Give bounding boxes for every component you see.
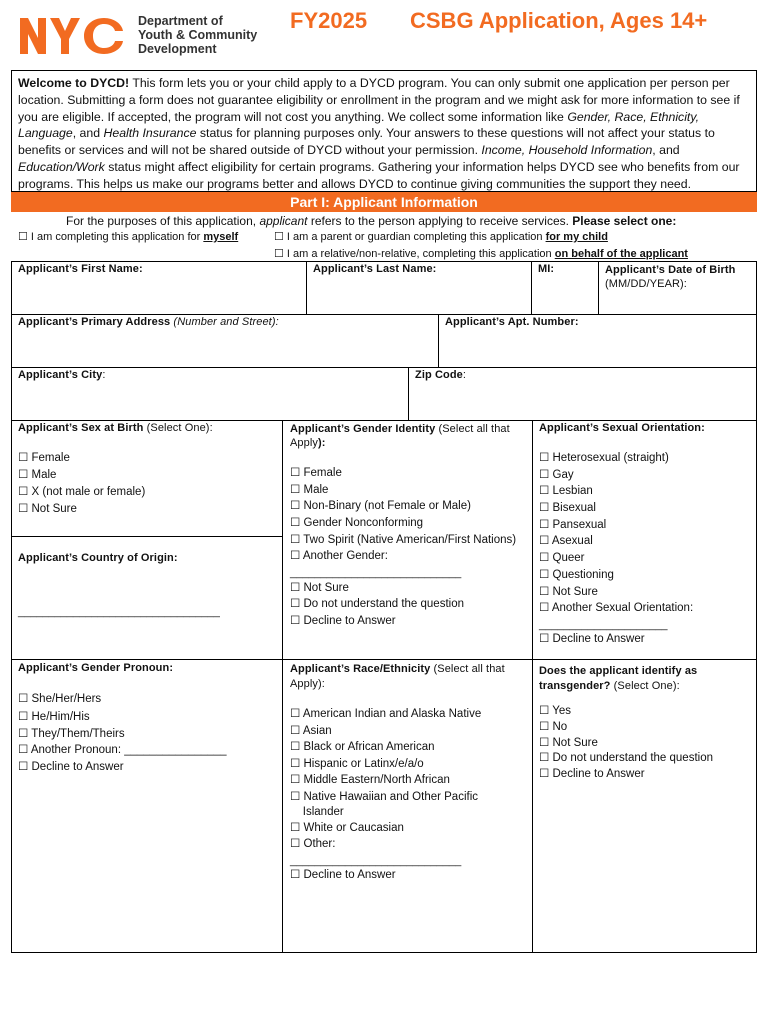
orientation-option-queer[interactable]: ☐ Queer <box>539 552 585 564</box>
gender-identity-label: Applicant’s Gender Identity (Select all that Apply): <box>290 423 510 449</box>
gender-option-decline[interactable]: ☐ Decline to Answer <box>290 615 396 627</box>
sex-option-female[interactable]: ☐ Female <box>18 452 70 464</box>
sex-at-birth-label: Applicant’s Sex at Birth (Select One): <box>18 422 213 434</box>
transgender-option-no[interactable]: ☐ No <box>539 721 568 733</box>
option-for-child-checkbox[interactable]: ☐ I am a parent or guardian completing this application for my child <box>274 231 608 243</box>
page-title: CSBG Application, Ages 14+ <box>410 8 708 33</box>
zip-label: Zip Code: <box>415 369 467 381</box>
orientation-option-gay[interactable]: ☐ Gay <box>539 469 574 481</box>
orientation-option-pansexual[interactable]: ☐ Pansexual <box>539 519 607 531</box>
department-name: Department of Youth & Community Development <box>138 14 258 56</box>
race-option-hispanic[interactable]: ☐ Hispanic or Latinx/e/a/o <box>290 758 424 770</box>
orientation-option-not-sure[interactable]: ☐ Not Sure <box>539 586 598 598</box>
race-option-native-hawaiian[interactable]: ☐ Native Hawaiian and Other Pacific <box>290 791 479 803</box>
transgender-option-not-sure[interactable]: ☐ Not Sure <box>539 737 598 749</box>
orientation-option-another[interactable]: ☐ Another Sexual Orientation: <box>539 602 694 614</box>
transgender-option-yes[interactable]: ☐ Yes <box>539 705 572 717</box>
country-of-origin-label: Applicant’s Country of Origin: <box>18 552 178 564</box>
gender-option-two-spirit[interactable]: ☐ Two Spirit (Native American/First Nations) <box>290 534 517 546</box>
sex-option-x[interactable]: ☐ X (not male or female) <box>18 486 146 498</box>
orientation-option-decline[interactable]: ☐ Decline to Answer <box>539 633 645 645</box>
race-ethnicity-label: Applicant’s Race/Ethnicity (Select all that Apply): <box>290 663 505 690</box>
orientation-another-input[interactable]: _____________________ <box>539 619 668 631</box>
apt-label: Applicant’s Apt. Number: <box>445 316 579 328</box>
gender-option-not-sure[interactable]: ☐ Not Sure <box>290 582 349 594</box>
race-option-black[interactable]: ☐ Black or African American <box>290 741 435 753</box>
pronoun-option-decline[interactable]: ☐ Decline to Answer <box>18 761 124 773</box>
orientation-option-heterosexual[interactable]: ☐ Heterosexual (straight) <box>539 452 669 464</box>
orientation-option-questioning[interactable]: ☐ Questioning <box>539 569 614 581</box>
gender-option-female[interactable]: ☐ Female <box>290 467 342 479</box>
pronoun-option-they[interactable]: ☐ They/Them/Theirs <box>18 728 125 740</box>
nyc-logo <box>18 16 126 56</box>
last-name-label: Applicant’s Last Name: <box>313 263 437 275</box>
fiscal-year: FY2025 <box>290 8 368 33</box>
race-option-white[interactable]: ☐ White or Caucasian <box>290 822 404 834</box>
orientation-option-lesbian[interactable]: ☐ Lesbian <box>539 485 593 497</box>
gender-option-non-binary[interactable]: ☐ Non-Binary (not Female or Male) <box>290 500 471 512</box>
race-option-native-hawaiian-cont: Islander <box>290 806 344 818</box>
sex-option-male[interactable]: ☐ Male <box>18 469 57 481</box>
pronoun-option-she[interactable]: ☐ She/Her/Hers <box>18 693 102 705</box>
race-option-asian[interactable]: ☐ Asian <box>290 725 332 737</box>
race-option-decline[interactable]: ☐ Decline to Answer <box>290 869 396 881</box>
transgender-label: Does the applicant identify as transgender? (Select One): <box>539 665 698 692</box>
option-myself-checkbox[interactable]: ☐ I am completing this application for myself <box>18 231 239 243</box>
section-header: Part I: Applicant Information <box>11 192 757 212</box>
orientation-option-bisexual[interactable]: ☐ Bisexual <box>539 502 596 514</box>
intro-text: Welcome to DYCD! This form lets you or your child apply to a DYCD program. You can only submit one application per person per location. Submitting a form does not guarantee eligibility or enrollment in the program and we might ask for more information to see if you are eligible. If accepted, the program will not cost you anything. We collect some information like Gender, Race, Ethnicity, Language, and Health Insurance status for planning purposes only. Your answers to these questions will not affect your status to benefits or services and will not be shared outside of DYCD without your permission. Income, Household Information, and Education/Work status might affect eligibility for certain programs. Gathering your information helps DYCD see who benefits from our programs. This helps us make our programs better and allows DYCD to continue giving communities the support they need. <box>11 70 757 192</box>
race-option-middle-eastern[interactable]: ☐ Middle Eastern/North African <box>290 774 450 786</box>
country-of-origin-input[interactable]: _________________________________ <box>18 606 220 618</box>
race-option-other[interactable]: ☐ Other: <box>290 838 336 850</box>
option-on-behalf-checkbox[interactable]: ☐ I am a relative/non-relative, completing this application on behalf of the applicant <box>274 248 688 260</box>
dob-label: Applicant’s Date of Birth (MM/DD/YEAR): <box>605 264 736 290</box>
purpose-text: For the purposes of this application, applicant refers to the person applying to receive services. Please select one: <box>66 214 677 228</box>
address-label: Applicant’s Primary Address (Number and Street): <box>18 316 279 328</box>
transgender-option-decline[interactable]: ☐ Decline to Answer <box>539 768 645 780</box>
sex-option-not-sure[interactable]: ☐ Not Sure <box>18 503 77 515</box>
orientation-option-asexual[interactable]: ☐ Asexual <box>539 535 593 547</box>
pronoun-option-another[interactable]: ☐ Another Pronoun: ________________ <box>18 744 227 756</box>
gender-option-male[interactable]: ☐ Male <box>290 484 329 496</box>
pronoun-option-he[interactable]: ☐ He/Him/His <box>18 711 90 723</box>
gender-option-nonconforming[interactable]: ☐ Gender Nonconforming <box>290 517 424 529</box>
mi-label: MI: <box>538 263 555 275</box>
gender-another-input[interactable]: ____________________________ <box>290 567 462 579</box>
race-other-input[interactable]: ____________________________ <box>290 855 462 867</box>
gender-option-another[interactable]: ☐ Another Gender: <box>290 550 388 562</box>
sexual-orientation-label: Applicant’s Sexual Orientation: <box>539 422 705 434</box>
city-label: Applicant’s City: <box>18 369 106 381</box>
gender-option-not-understand[interactable]: ☐ Do not understand the question <box>290 598 464 610</box>
transgender-option-not-understand[interactable]: ☐ Do not understand the question <box>539 752 713 764</box>
race-option-american-indian[interactable]: ☐ American Indian and Alaska Native <box>290 708 482 720</box>
gender-pronoun-label: Applicant’s Gender Pronoun: <box>18 662 174 674</box>
first-name-label: Applicant’s First Name: <box>18 263 143 275</box>
